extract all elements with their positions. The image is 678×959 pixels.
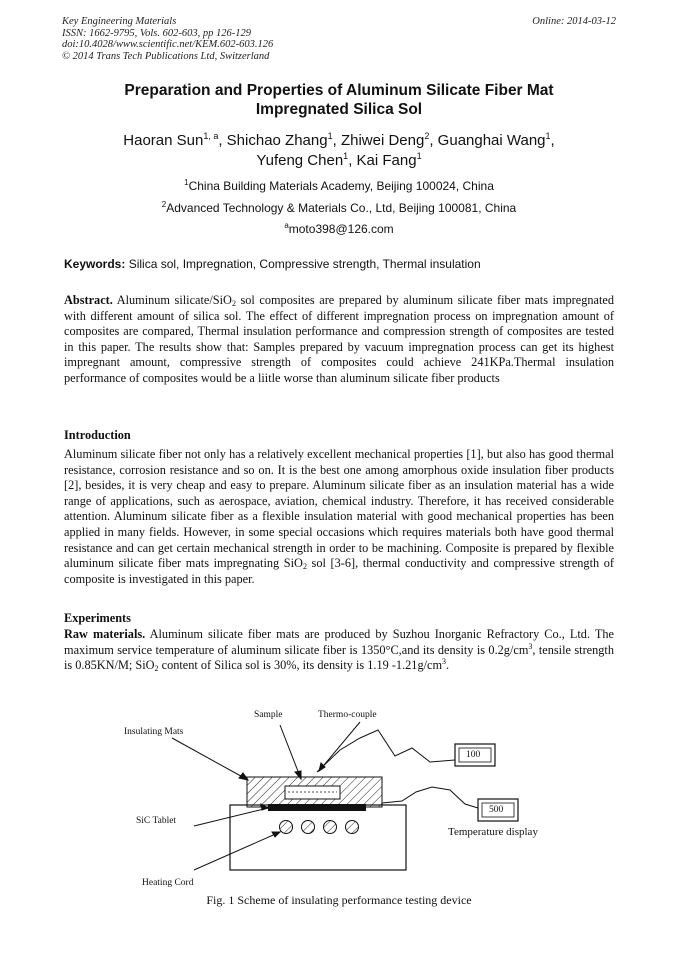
affiliation-text: Advanced Technology & Materials Co., Ltd, Beijing 100081, China: [166, 201, 517, 215]
author-name: Yufeng Chen: [256, 152, 344, 169]
raw-materials-text: .: [446, 658, 450, 673]
introduction-body: [64, 447, 614, 587]
abstract-text: Aluminum silicate/SiO: [112, 293, 232, 307]
author-name: Haoran Sun: [123, 132, 204, 149]
heating-cord-circle: [280, 821, 293, 834]
author-sup: 2: [424, 131, 430, 141]
abstract-text: sol composites are prepared by aluminum silicate fiber mats impregnated with different amount of silica sol. The effect of different impregnation process on impregnation amount of composites are compared, Thermal insulation performance and compression strength of composites are tested in this paper. The results show that: Samples prepared by vacuum impregnation process can get its highest impregnant amount, compressive strength of composites could achieve 241KPa.Thermal insulation performance of composites would be a liitle worse than aluminum silicate fiber products: [64, 293, 614, 385]
author-sup: 1: [343, 151, 349, 161]
experiments-heading: Experiments: [64, 611, 131, 625]
subscript: 2: [231, 299, 236, 308]
heating-cord-circle: [324, 821, 337, 834]
figure-1: [120, 700, 580, 900]
doi-line: doi:10.4028/www.scientific.net/KEM.602-603.126: [62, 39, 274, 50]
author-email: [62, 222, 616, 236]
sample-block: [285, 786, 340, 799]
email-text: moto398@126.com: [288, 222, 394, 236]
label-sample: Sample: [254, 710, 283, 720]
author-separator: ,: [550, 132, 555, 149]
author-name: , Guanghai Wang: [429, 132, 546, 149]
label-temperature-display: Temperature display: [448, 826, 538, 838]
author-sup: 1: [416, 151, 422, 161]
author-sup: 1, a: [203, 131, 219, 141]
introduction-text: sol [3-6], thermal conductivity and compressive strength of composite is investigated in this paper.: [64, 556, 615, 586]
author-sup: 1: [327, 131, 333, 141]
affiliation-1: [62, 179, 616, 193]
raw-materials-text: content of Silica sol is 30%, its density is 1.19 -1.21g/cm: [158, 658, 443, 673]
abstract: [64, 293, 614, 387]
keywords-label: Keywords:: [64, 257, 126, 271]
subscript: 2: [154, 664, 159, 674]
journal-name: Key Engineering Materials: [62, 16, 177, 27]
arrow-insulating-mats: [172, 738, 248, 780]
title-line-1: Preparation and Properties of Aluminum Silicate Fiber Mat: [124, 82, 554, 99]
issn-line: ISSN: 1662-9795, Vols. 602-603, pp 126-129: [62, 27, 251, 39]
affiliation-2: [62, 201, 616, 215]
running-header: [62, 16, 273, 62]
arrow-thermocouple: [319, 722, 360, 771]
raw-materials-text: Aluminum silicate fiber mats are produced by Suzhou Inorganic Refractory Co., Ltd. The maximum service temperature of aluminum silicate fiber is 1350°C,and its density is 0.2g/cm: [64, 627, 614, 657]
affiliation-sup: 1: [184, 178, 189, 187]
raw-materials-label: Raw materials.: [64, 627, 146, 641]
subscript: 2: [302, 562, 307, 572]
label-sic-tablet: SiC Tablet: [136, 816, 177, 826]
keywords: [64, 257, 481, 271]
introduction-heading: Introduction: [64, 428, 131, 442]
affiliation-text: China Building Materials Academy, Beijing 100024, China: [188, 179, 494, 193]
furnace-base: [230, 805, 406, 870]
author-name: , Shichao Zhang: [218, 132, 328, 149]
abstract-label: Abstract.: [64, 293, 113, 307]
title-line-2: Impregnated Silica Sol: [255, 101, 423, 118]
raw-materials-paragraph: [64, 627, 614, 674]
raw-materials-text: , tensile strength is 0.85KN/M; SiO: [64, 642, 614, 673]
email-sup: a: [284, 221, 289, 230]
online-date: Online: 2014-03-12: [532, 16, 616, 27]
author-list: [62, 131, 616, 171]
sic-tablet: [268, 804, 366, 811]
label-heating-cord: Heating Cord: [142, 878, 194, 888]
heating-cord-circle: [302, 821, 315, 834]
figure-1-diagram: [120, 700, 580, 900]
copyright-line: © 2014 Trans Tech Publications Ltd, Switzerland: [62, 50, 270, 62]
figure-1-caption: Fig. 1 Scheme of insulating performance testing device: [206, 893, 472, 907]
affiliation-sup: 2: [161, 200, 167, 209]
keywords-text: Silica sol, Impregnation, Compressive strength, Thermal insulation: [125, 257, 481, 271]
author-name: , Zhiwei Deng: [332, 132, 425, 149]
heating-cord-circle: [346, 821, 359, 834]
introduction-text: Aluminum silicate fiber not only has a relatively excellent mechanical properties [1], but also has good thermal resistance, corrosion resistance and so on. It is the best one among amorphous oxide insulation fiber products [2], besides, it is very cheap and easy to prepare. Aluminum silicate fiber as an insulation material has a wide range of applications, such as aerospace, aviation, chemical industry. Therefore, it has received considerable attention. Aluminum silicate fiber as a flexible insulation material with good mechanical properties has been applied in many fields. However, in some special occasions which requires materials both have good thermal resistance and can get certain mechanical strength in order to be machining. Composite is prepared by flexible aluminum silicate fiber mats impregnating SiO: [64, 447, 614, 571]
arrow-sample: [280, 725, 301, 779]
display-value-bottom: 500: [489, 805, 504, 815]
superscript: 3: [442, 657, 447, 667]
display-value-top: 100: [466, 750, 481, 760]
superscript: 3: [528, 641, 533, 651]
thermocouple-wire-top: [317, 730, 455, 772]
label-thermocouple: Thermo-couple: [318, 710, 377, 720]
label-insulating-mats: Insulating Mats: [124, 727, 184, 737]
author-name: , Kai Fang: [348, 152, 417, 169]
author-sup: 1: [545, 131, 551, 141]
paper-title: [62, 81, 616, 119]
